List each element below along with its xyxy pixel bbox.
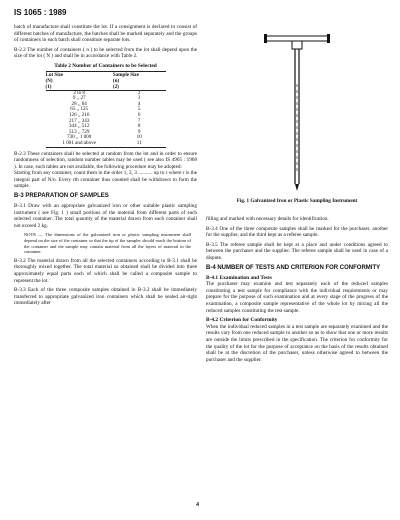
- table-header-lot-size: Lot Size: [45, 71, 64, 78]
- clause-b35: B-3.5 The referee sample shall be kept at a place and under conditions agreed to between the purchaser and the supplier. The referee sample shall be used in case of a dispute.: [206, 241, 388, 261]
- clause-b23: B-2.3 These containers shall be selected at random from the lot and in order to ensure randomness of selection, random number tables may be used ( see also IS 4905 : 1968 ). In case, such tables are not available, the following procedure may be adopted:: [14, 150, 197, 170]
- clause-b33: B-3.3 Each of the three composite samples obtained in B-3.2 shall be immediately transferred to appropriate galvanized iron containers which shall be sealed air-tight immediately after: [14, 287, 197, 307]
- lot-size-cell: 28 ,, 64: [71, 100, 87, 107]
- sample-size-cell: 11: [136, 139, 142, 146]
- sample-size-cell: 6: [137, 111, 141, 118]
- table-colnum-1: (1): [46, 84, 113, 91]
- clause-b41: The purchaser may examine and test separately each of the reduced samples constituting a test sample for compliance with the individual requirements or may prepare for the purpose of such examination and at every stage of the progress of the examination, a composite sample representative of the whole lot by mixing all the reduced samples constituting the test sample.: [206, 281, 388, 314]
- lot-size-cell: 65 ,, 125: [70, 106, 89, 113]
- sample-size-cell: 3: [137, 95, 141, 102]
- figure-caption: Fig. 1 Galvanized Iron or Plastic Sampling Instrument: [236, 198, 358, 204]
- lot-size-cell: 217 ,, 343: [69, 117, 90, 124]
- clause-b34: B-3.4 One of the three composite samples shall be marked for the purchaser, another for the supplier, and the third kept as a referee sample.: [206, 225, 388, 239]
- table-header-sample-size: Sample Size: [112, 71, 140, 78]
- lot-size-cell: 730 ,, 1 000: [67, 134, 92, 141]
- sample-size-cell: 7: [137, 117, 141, 124]
- clause-b23-procedure: Starting from any container, count them in the order 1, 2, 3 ........... up to r where r is the integral part of N/n. Every rth container thus counted shall be withdrawn to form the sample.: [14, 170, 197, 190]
- section-title-b4: B-4 NUMBER OF TESTS AND CRITERION FOR CONFORMITY: [206, 264, 381, 271]
- sample-size-cell: 10: [136, 134, 142, 141]
- table-subheader-n-small: (n): [112, 77, 120, 84]
- figure-sampling-instrument: [206, 24, 388, 214]
- sample-size-cell: 4: [137, 100, 141, 107]
- lot-size-cell: 126 ,, 216: [69, 111, 90, 118]
- clause-b33-continued: filling and marked with necessary details for identification.: [206, 216, 329, 222]
- handle-joint: [292, 41, 302, 49]
- section-title-b3: B-3 PREPARATION OF SAMPLES: [14, 193, 109, 200]
- sample-size-cell: 5: [137, 106, 141, 113]
- sample-size-cell: 2: [137, 89, 141, 96]
- sampling-instrument-drawing: [206, 24, 388, 196]
- handle-end-left: [264, 34, 267, 43]
- table-colnum-2: (2): [113, 84, 166, 91]
- sampler-tip: [295, 184, 299, 191]
- intro-paragraph: batch of manufacture shall constitute the lot. If a consignment is declared to consist of different batches of manufacture, the batches shall be marked separately and the groups of containers in each batch shall constitute separate lots.: [14, 24, 197, 44]
- subsection-title-b42: B-4.2 Criterion for Conformity: [206, 317, 278, 324]
- table-title: Table 2 Number of Containers to be Selected: [54, 62, 157, 69]
- right-column: [206, 216, 388, 363]
- lot-size-cell: 513 ,, 729: [69, 128, 90, 135]
- clause-b32: B-3.2 The material drawn from all the selected containers according to B-3.1 shall be thoroughly mixed together. The total material so obtained shall be divided into three approximately equal parts each of which shall be called a composite sample to represent the lot.: [14, 257, 197, 284]
- document-header: IS 1065 : 1989: [14, 8, 67, 17]
- handle-bar: [266, 36, 328, 41]
- lot-size-cell: 2 to 8: [73, 89, 85, 96]
- table-row: [46, 141, 166, 147]
- handle-end-right: [327, 34, 330, 43]
- clause-b22: B-2.2 The number of containers ( n ) to be selected from the lot shall depend upon the size of the lot ( N ) and shall be in accordance with Table 2.: [14, 46, 197, 60]
- lot-size-cell: 9 ,, 27: [72, 95, 86, 102]
- left-column: [14, 24, 197, 307]
- lot-size-cell: 344 ,, 512: [69, 123, 90, 130]
- sample-size-cell: 9: [137, 128, 141, 135]
- clause-b31: B-3.1 Draw with an appropriate galvanized iron or other suitable plastic sampling instrument ( see Fig. 1 ) small portions of the material from different parts of each selected container. The total quantity of the material drawn from each container shall not exceed 2 kg.: [14, 203, 197, 229]
- clause-b42: When the individual reduced samples in a test sample are separately examined and the results vary from one reduced sample to another so as to show that one or more results are outside the limits prescribed in the specification. The criterion for conformity for the quality of the lot for the purpose of acceptance on the basis of the results obtained shall be at the discretion of the purchaser, unless otherwise agreed to between the purchaser and the supplier.: [206, 323, 388, 363]
- note-paragraph: NOTE — The dimensions of the galvanized iron or plastic sampling instrument shall depend on the size of the container so that the tip of the sampler should reach the bottom of the container and the sample may contain material from all the layers of material in the container.: [24, 232, 191, 255]
- sample-size-cell: 8: [137, 123, 141, 130]
- sample-size-table: [46, 71, 166, 148]
- subsection-title-b41: B-4.1 Examination and Tests: [206, 274, 272, 281]
- table-subheader-n: (N): [45, 77, 53, 84]
- page-number: 4: [196, 502, 199, 508]
- lot-size-cell: 1 001 and above: [62, 139, 96, 146]
